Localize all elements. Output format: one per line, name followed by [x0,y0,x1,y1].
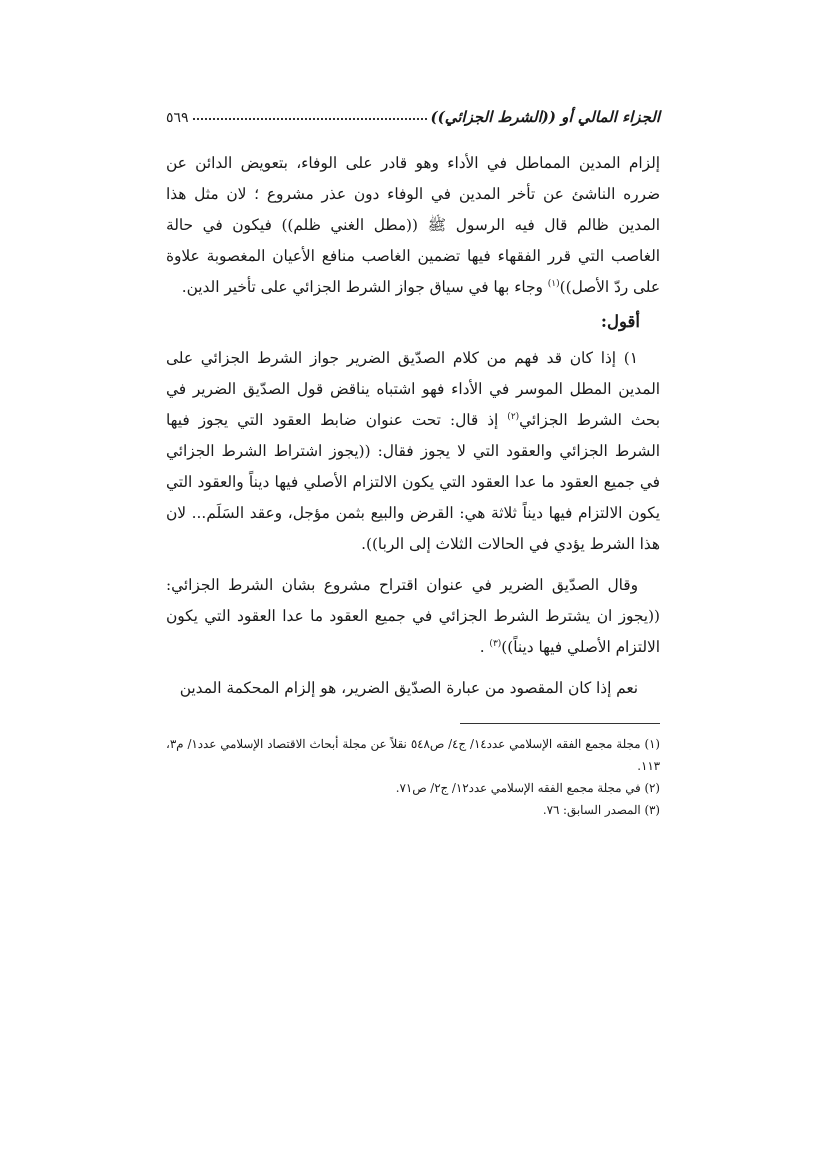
body-text [166,148,660,704]
footnotes [166,733,660,821]
footnote-separator [460,723,660,724]
paragraph-3: وقال الصدّيق الضرير في عنوان اقتراح مشروع بشان الشرط الجزائي: ((يجوز ان يشترط الشرط الجزائي في جميع العقود ما عدا العقود التي يكون الالتزام الأصلي فيها ديناً))$^{(٣)}$ . [166,576,660,656]
footnote-ref-2[interactable]: (٢) [507,411,520,422]
section-heading: أقول: [600,312,640,331]
header-dot-leader [193,118,427,120]
footnote-ref-3[interactable]: (٣) [489,638,502,649]
running-header [166,92,660,126]
book-page [166,92,660,821]
footnote-3: (٣) المصدر السابق: ٧٦. [542,803,660,817]
paragraph-2: ١) إذا كان قد فهم من كلام الصدّيق الضرير جواز الشرط الجزائي على المدين المطل الموسر في الأداء فهو اشتباه يناقض قول الصدّيق الضرير في بحث الشرط الجزائي$^{(٢)}$ إذ قال: تحت عنوان ضابط العقود التي يجوز فيها الشرط الجزائي والعقود التي لا يجوز فقال: ((يجوز اشتراط الشرط الجزائي في جميع العقود ما عدا العقود التي يكون الالتزام الأصلي فيها ديناً والعقود التي يكون الالتزام فيها ديناً ثلاثة هي: القرض والبيع بثمن مؤجل، وعقد السَلَم... لان هذا الشرط يؤدي في الحالات الثلاث إلى الربا)). [166,349,660,553]
paragraph-1: إلزام المدين المماطل في الأداء وهو قادر على الوفاء، بتعويض الدائن عن ضرره الناشئ عن تأخر المدين في الوفاء دون عذر مشروع ؛ لان مثل هذا المدين ظالم قال فيه الرسول ﷺ ((مطل الغني ظلم)) فيكون في حالة الغاصب التي قرر الفقهاء فيها تضمين الغاصب منافع الأعيان المغصوبة علاوة على ردّ الأصل))$^{(١)}$ وجاء بها في سياق جواز الشرط الجزائي على تأخير الدين. [166,154,660,296]
footnote-2: (٢) في مجلة مجمع الفقه الإسلامي عدد١٢/ ج٢/ ص٧١. [395,781,660,795]
header-title: الجزاء المالي أو ((الشرط الجزائي)) [430,108,660,126]
paragraph-4: نعم إذا كان المقصود من عبارة الصدّيق الضرير، هو إلزام المحكمة المدين [179,679,638,697]
page-number: ٥٦٩ [166,110,189,126]
footnote-1: (١) مجلة مجمع الفقه الإسلامي عدد١٤/ ج٤/ ص٥٤٨ نقلاً عن مجلة أبحاث الاقتصاد الإسلامي عدد١/ م٣، ١١٣. [166,737,660,773]
footnote-ref-1[interactable]: (١) [547,278,560,289]
